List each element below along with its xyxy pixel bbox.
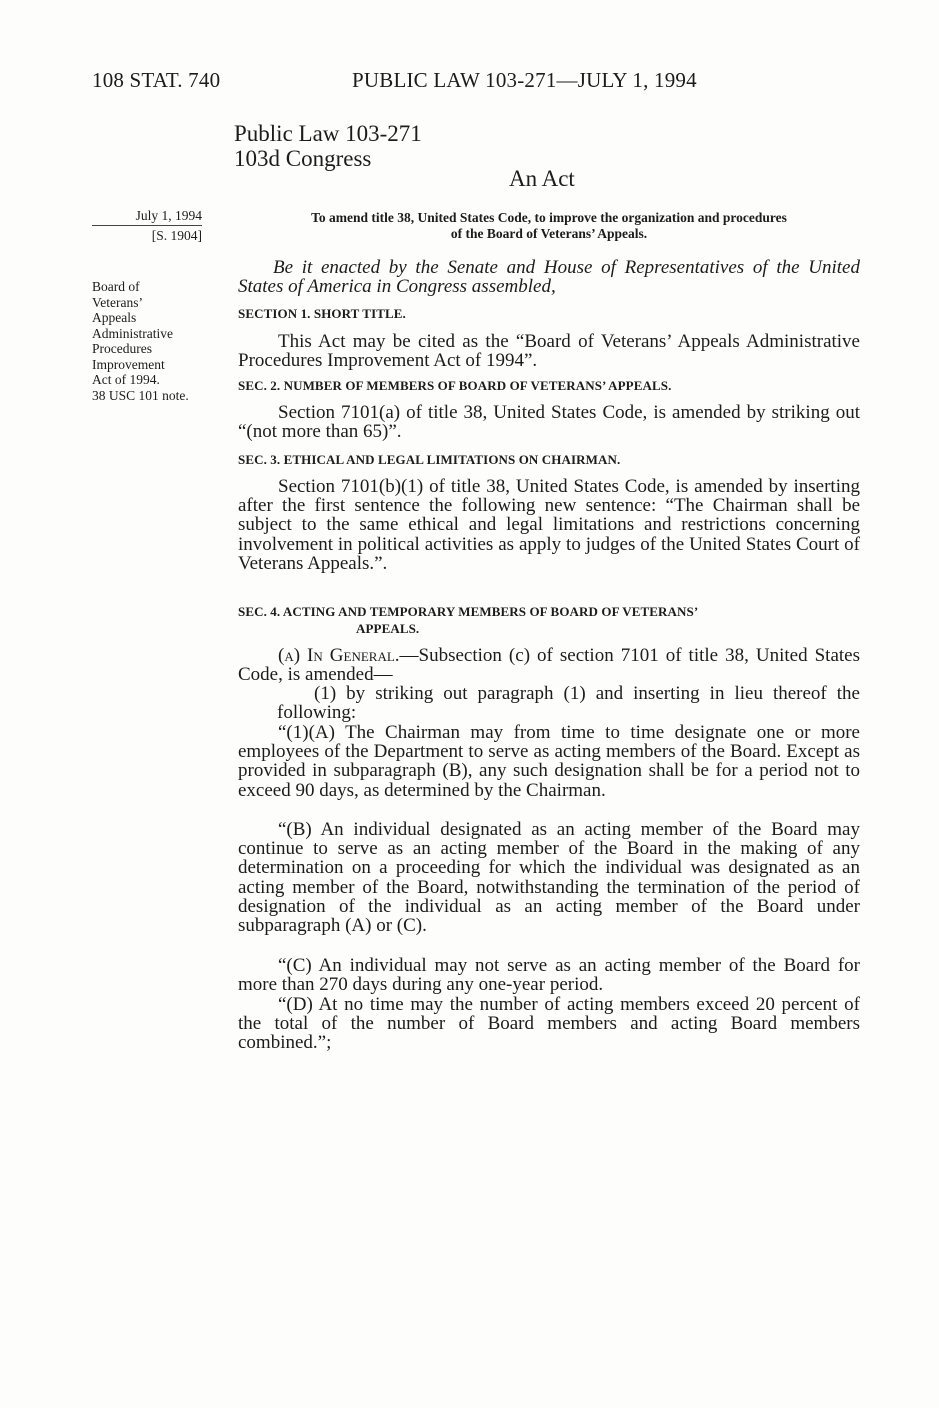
congress-label: 103d Congress — [234, 146, 372, 171]
section-4-heading-line-2: APPEALS. — [356, 621, 420, 636]
margin-date-block — [92, 208, 202, 243]
subsection-a — [238, 646, 860, 684]
margin-note-line: Administrative — [92, 325, 173, 341]
purpose-line-2: of the Board of Veterans’ Appeals. — [450, 226, 648, 241]
margin-note-line: Board of — [92, 279, 140, 294]
margin-note-line: Act of 1994. — [92, 372, 160, 387]
section-2-heading: SEC. 2. NUMBER OF MEMBERS OF BOARD OF VETERANS’ APPEALS. — [238, 378, 672, 393]
section-2-text: Section 7101(a) of title 38, United States Code, is amended by striking out “(not more than 65)”. — [238, 402, 860, 443]
section-4-heading-line-1: SEC. 4. ACTING AND TEMPORARY MEMBERS OF BOARD OF VETERANS’ — [238, 604, 699, 619]
subparagraph-C: “(C) An individual may not serve as an acting member of the Board for more than 270 days during any one-year period. — [238, 955, 860, 996]
section-4-heading — [238, 603, 864, 637]
section-3-text: Section 7101(b)(1) of title 38, United States Code, is amended by inserting after the first sentence the following new sentence: “The Chairman shall be subject to the same ethical and legal limitations and restrictions concerning involvement in political activities as apply to judges of the United States Court of Veterans Appeals.”. — [238, 476, 860, 574]
subparagraph-D: “(D) At no time may the number of acting members exceed 20 percent of the total of the number of Board members and acting Board members combined.”; — [238, 994, 860, 1054]
subsection-a-text: —Subsection (c) of section 7101 of title 38, United States Code, is amended— — [238, 645, 860, 686]
margin-note-line: Veterans’ — [92, 294, 143, 310]
page-header-stat: 108 STAT. 740 — [92, 68, 221, 92]
margin-note-line: Improvement — [92, 356, 165, 372]
margin-note — [92, 279, 220, 403]
margin-note-line: 38 USC 101 note. — [92, 387, 189, 403]
margin-note-line: Appeals — [92, 310, 137, 325]
an-act-title: An Act — [509, 166, 575, 191]
enacting-clause: Be it enacted by the Senate and House of Representatives of the United States of America in Congress assembled, — [238, 257, 860, 298]
margin-bill-number: [S. 1904] — [151, 227, 202, 243]
section-1-heading: SECTION 1. SHORT TITLE. — [238, 306, 406, 321]
purpose-line-1: To amend title 38, United States Code, to improve the organization and procedures — [311, 210, 787, 225]
subparagraph-B: “(B) An individual designated as an acting member of the Board may continue to serve as an acting member of the Board in the making of any determination on a proceeding for which the individual was designated as an acting member of the Board, notwithstanding the termination of the period of designation of the individual as an acting member of the Board under subparagraph (A) or (C). — [238, 819, 860, 937]
act-purpose — [238, 210, 860, 242]
margin-note-line: Procedures — [92, 341, 152, 356]
margin-date: July 1, 1994 — [92, 208, 202, 226]
section-1-text: This Act may be cited as the “Board of Veterans’ Appeals Administrative Procedures Improvement Act of 1994”. — [238, 331, 860, 372]
page-header-law: PUBLIC LAW 103-271—JULY 1, 1994 — [352, 68, 697, 92]
public-law-number: Public Law 103-271 — [234, 121, 422, 146]
subsection-a-label: (a) In General. — [278, 645, 400, 666]
subparagraph-1A: “(1)(A) The Chairman may from time to time designate one or more employees of the Department to serve as acting members of the Board. Except as provided in subparagraph (B), any such designation shall be for a period not to exceed 90 days, as determined by the Chairman. — [238, 722, 860, 801]
paragraph-1: (1) by striking out paragraph (1) and inserting in lieu thereof the following: — [277, 683, 860, 724]
section-3-heading: SEC. 3. ETHICAL AND LEGAL LIMITATIONS ON CHAIRMAN. — [238, 452, 621, 467]
